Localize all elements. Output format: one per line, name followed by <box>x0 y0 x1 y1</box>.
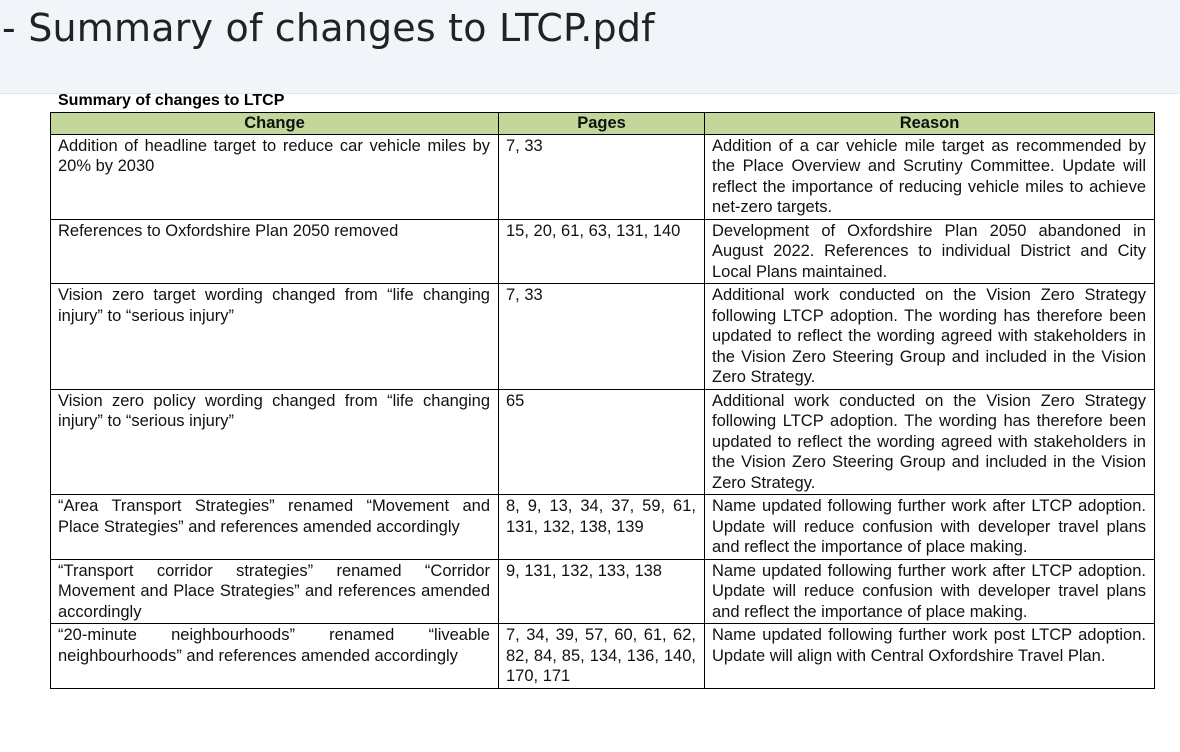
column-header-change: Change <box>51 113 499 135</box>
changes-table <box>50 112 1155 689</box>
change-cell: Addition of headline target to reduce car vehicle miles by 20% by 2030 <box>51 134 499 219</box>
change-cell: “Area Transport Strategies” renamed “Movement and Place Strategies” and references amended accordingly <box>51 495 499 560</box>
pages-cell: 8, 9, 13, 34, 37, 59, 61, 131, 132, 138, 139 <box>499 495 705 560</box>
reason-cell: Name updated following further work after LTCP adoption. Update will reduce confusion with developer travel plans and reflect the importance of place making. <box>705 559 1155 624</box>
pages-cell: 9, 131, 132, 133, 138 <box>499 559 705 624</box>
reason-cell: Additional work conducted on the Vision Zero Strategy following LTCP adoption. The wording has therefore been updated to reflect the wording agreed with stakeholders in the Vision Zero Steering Group and included in the Vision Zero Strategy. <box>705 284 1155 390</box>
reason-cell: Addition of a car vehicle mile target as recommended by the Place Overview and Scrutiny Committee. Update will reflect the importance of reducing vehicle miles to achieve net-zero targets. <box>705 134 1155 219</box>
table-row <box>51 624 1155 689</box>
change-cell: “20-minute neighbourhoods” renamed “liveable neighbourhoods” and references amended accordingly <box>51 624 499 689</box>
pages-cell: 65 <box>499 389 705 495</box>
pages-cell: 7, 34, 39, 57, 60, 61, 62, 82, 84, 85, 134, 136, 140, 170, 171 <box>499 624 705 689</box>
pages-cell: 7, 33 <box>499 134 705 219</box>
change-cell: Vision zero target wording changed from “life changing injury” to “serious injury” <box>51 284 499 390</box>
document-title: - Summary of changes to LTCP.pdf <box>2 6 655 50</box>
table-header-row <box>51 113 1155 135</box>
column-header-reason: Reason <box>705 113 1155 135</box>
reason-cell: Name updated following further work post LTCP adoption. Update will align with Central Oxfordshire Travel Plan. <box>705 624 1155 689</box>
table-row <box>51 389 1155 495</box>
document-heading: Summary of changes to LTCP <box>58 92 285 109</box>
table-row <box>51 219 1155 284</box>
pages-cell: 7, 33 <box>499 284 705 390</box>
table-row <box>51 284 1155 390</box>
table-row <box>51 134 1155 219</box>
table-row <box>51 559 1155 624</box>
pdf-page <box>0 94 1180 752</box>
pages-cell: 15, 20, 61, 63, 131, 140 <box>499 219 705 284</box>
change-cell: References to Oxfordshire Plan 2050 removed <box>51 219 499 284</box>
viewer-title-bar <box>0 0 1180 94</box>
column-header-pages: Pages <box>499 113 705 135</box>
reason-cell: Name updated following further work after LTCP adoption. Update will reduce confusion with developer travel plans and reflect the importance of place making. <box>705 495 1155 560</box>
change-cell: Vision zero policy wording changed from “life changing injury” to “serious injury” <box>51 389 499 495</box>
reason-cell: Additional work conducted on the Vision Zero Strategy following LTCP adoption. The wording has therefore been updated to reflect the wording agreed with stakeholders in the Vision Zero Steering Group and included in the Vision Zero Strategy. <box>705 389 1155 495</box>
reason-cell: Development of Oxfordshire Plan 2050 abandoned in August 2022. References to individual District and City Local Plans maintained. <box>705 219 1155 284</box>
change-cell: “Transport corridor strategies” renamed “Corridor Movement and Place Strategies” and references amended accordingly <box>51 559 499 624</box>
table-row <box>51 495 1155 560</box>
